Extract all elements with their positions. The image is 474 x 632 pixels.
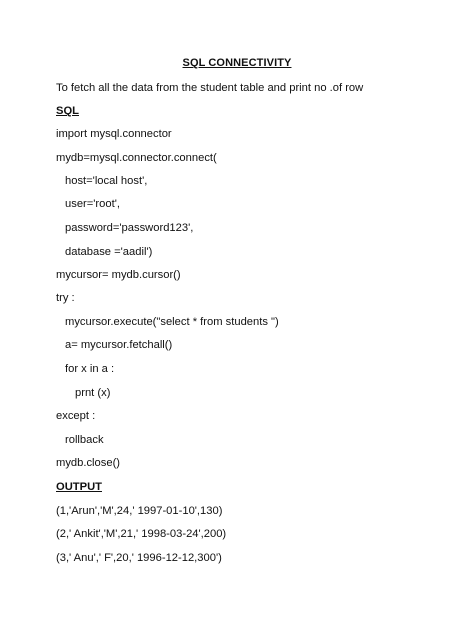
code-line: try : xyxy=(56,292,75,304)
code-line: mycursor= mydb.cursor() xyxy=(56,269,181,281)
page-title: SQL CONNECTIVITY xyxy=(182,57,292,69)
sql-heading: SQL xyxy=(56,105,79,117)
code-line: host='local host', xyxy=(65,175,148,187)
code-line: import mysql.connector xyxy=(56,128,172,140)
code-line: mycursor.execute("select * from students ") xyxy=(65,316,279,328)
output-row: (3,' Anu',' F',20,' 1996-12-12,300') xyxy=(56,552,222,564)
description-text: To fetch all the data from the student table and print no .of row xyxy=(56,82,364,94)
output-row: (2,' Ankit','M',21,' 1998-03-24',200) xyxy=(56,528,227,540)
code-line: password='password123', xyxy=(65,222,194,234)
code-line: a= mycursor.fetchall() xyxy=(65,339,173,351)
code-line: for x in a : xyxy=(65,363,115,375)
code-line: prnt (x) xyxy=(75,387,111,399)
code-line: except : xyxy=(56,410,96,422)
output-heading: OUTPUT xyxy=(56,481,102,493)
code-line: rollback xyxy=(65,434,104,446)
code-line: database ='aadil') xyxy=(65,246,153,258)
code-line: mydb.close() xyxy=(56,457,121,469)
code-line: mydb=mysql.connector.connect( xyxy=(56,152,217,164)
code-line: user='root', xyxy=(65,198,120,210)
output-row: (1,'Arun','M',24,' 1997-01-10',130) xyxy=(56,505,223,517)
